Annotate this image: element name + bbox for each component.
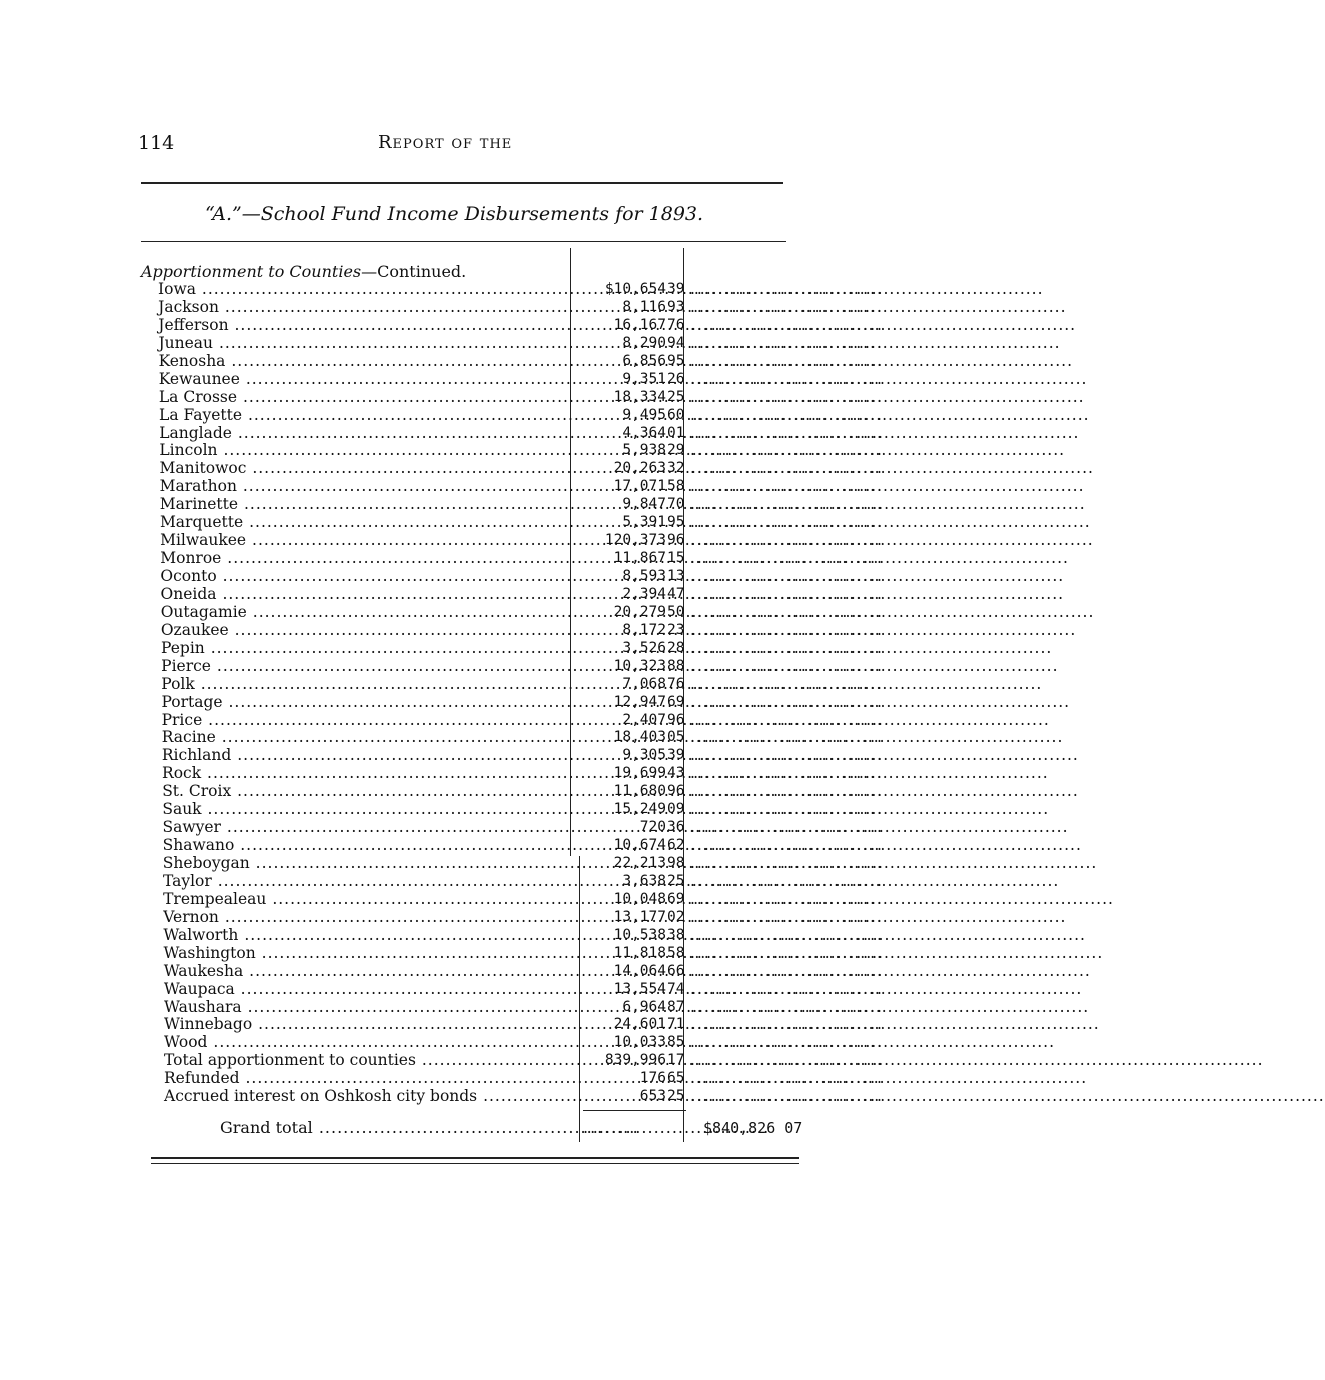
amount-dollars: 20,279 — [613, 603, 666, 620]
amount-dollars: 10,674 — [613, 837, 666, 854]
table-row — [0, 531, 884, 550]
county-name: Accrued interest on Oshkosh city bonds ..... — [164, 1088, 576, 1106]
bottom-rule — [151, 1157, 799, 1159]
amount-dollars: 8,593 — [622, 568, 666, 584]
dot-leader: ............................ — [690, 818, 884, 837]
county-name: Marathon ..... — [160, 478, 572, 496]
county-name: Pierce ..... — [161, 658, 573, 676]
amount-dollars: 10,538 — [613, 926, 666, 943]
table-row — [0, 549, 884, 568]
table-row — [0, 1033, 884, 1052]
table-row — [0, 979, 884, 999]
dot-leader: ............................ — [690, 1033, 884, 1052]
amount-cents: 69 — [667, 890, 685, 907]
amount-cents: 88 — [667, 657, 685, 674]
sum-rule — [583, 1110, 686, 1111]
table-row — [0, 674, 884, 694]
amount-cents: 85 — [667, 1034, 685, 1051]
amount-cents: 26 — [667, 370, 685, 387]
amount-cents: 01 — [667, 424, 685, 441]
dot-leader: ............................ — [690, 423, 884, 442]
dot-leader: ............................ — [690, 495, 884, 514]
amount-cents: 94 — [667, 334, 685, 351]
dot-leader: ............................ — [690, 459, 884, 478]
amount-dollars: 11,867 — [613, 550, 666, 567]
amount-dollars: 9,847 — [622, 496, 666, 513]
county-name: Waushara ..... — [164, 999, 576, 1017]
table-row — [0, 728, 884, 747]
table-row — [0, 638, 884, 658]
amount-dollars: 839,996 — [604, 1052, 666, 1069]
amount-dollars: 3,638 — [622, 872, 666, 889]
dot-leader: ............................ — [690, 369, 884, 388]
grand-total-amount: $840,826 07 — [703, 1119, 803, 1137]
table-row — [0, 764, 884, 783]
table-row — [0, 315, 884, 335]
amount-cents: 25 — [667, 388, 685, 405]
amount-dollars: 653 — [639, 1088, 666, 1105]
grand-total-label: Grand total ..... — [220, 1118, 575, 1138]
county-name: Milwaukee ..... — [160, 532, 572, 550]
bottom-rule-thin — [151, 1163, 799, 1164]
table-row — [0, 477, 884, 496]
amount-cents: 95 — [667, 352, 685, 369]
table-row — [0, 854, 884, 873]
table-row — [0, 1087, 884, 1106]
amount-cents: 09 — [667, 801, 685, 818]
amount-cents: 32 — [667, 460, 685, 477]
amount-dollars: 3,526 — [622, 639, 666, 656]
amount-cents: 25 — [667, 1088, 685, 1105]
amount-cents: 76 — [667, 316, 685, 333]
amount-cents: 71 — [667, 1016, 685, 1033]
grand-total-leader: ........ — [583, 1118, 640, 1137]
table-row — [0, 495, 884, 514]
running-head: Report of the — [378, 132, 513, 153]
county-name: Wood ..... — [164, 1034, 576, 1052]
table-row — [0, 746, 884, 765]
county-name: Marinette ..... — [160, 496, 572, 514]
county-name: Sawyer ..... — [163, 819, 575, 837]
top-rule — [141, 182, 783, 184]
amount-dollars: 176 — [639, 1070, 666, 1087]
amount-cents: 17 — [667, 1052, 685, 1069]
dot-leader: ............................ — [690, 531, 884, 550]
section-heading-italic: Apportionment to Counties — [141, 262, 362, 281]
amount-cents: 96 — [667, 783, 685, 800]
amount-dollars: 9,495 — [622, 406, 666, 423]
county-name: Juneau ..... — [158, 335, 570, 353]
amount-dollars: 7,068 — [622, 675, 666, 692]
amount-cents: 87 — [667, 998, 685, 1015]
dot-leader: ............................ — [690, 1069, 884, 1088]
county-name: Rock ..... — [162, 765, 574, 783]
dot-leader: ............................ — [690, 979, 884, 998]
table-row — [0, 961, 884, 981]
dot-leader: ............................ — [690, 656, 884, 675]
county-name: Washington ..... — [164, 945, 576, 963]
dot-leader: ............................ — [690, 638, 884, 657]
dot-leader: ............................ — [690, 477, 884, 496]
table-row — [0, 1015, 884, 1034]
county-name: Marquette ..... — [160, 514, 572, 532]
county-name: Waupaca ..... — [164, 981, 576, 999]
county-name: La Fayette ..... — [159, 407, 571, 425]
dot-leader: ............................ — [690, 620, 884, 639]
table-row — [0, 1051, 884, 1070]
county-name: Sauk ..... — [162, 801, 574, 819]
table-row — [0, 889, 884, 909]
page-number: 114 — [138, 132, 175, 154]
county-name: Winnebago ..... — [164, 1016, 576, 1034]
amount-dollars: 16,167 — [613, 316, 666, 333]
amount-cents: 29 — [667, 442, 685, 459]
table-row — [0, 423, 884, 443]
amount-cents: 36 — [667, 819, 685, 836]
amount-dollars: 6,964 — [622, 998, 666, 1015]
table-row — [0, 943, 884, 963]
county-name: Richland ..... — [162, 747, 574, 765]
amount-dollars: 18,334 — [613, 388, 666, 405]
amount-dollars: 12,947 — [613, 693, 666, 710]
county-name: Polk ..... — [161, 676, 573, 694]
amount-dollars: 5,391 — [622, 514, 666, 531]
county-name: Kenosha ..... — [159, 353, 571, 371]
table-row — [0, 692, 884, 712]
amount-dollars: 22,213 — [613, 855, 666, 871]
amount-cents: 62 — [667, 837, 685, 854]
county-name: Sheboygan ..... — [163, 855, 575, 873]
amount-cents: 38 — [667, 926, 685, 943]
county-name: Shawano ..... — [163, 837, 575, 855]
dot-leader: ............................ — [690, 567, 884, 585]
county-name: Vernon ..... — [163, 909, 575, 927]
amount-dollars: 10,048 — [613, 890, 666, 907]
amount-dollars: 720 — [639, 819, 666, 836]
amount-dollars: 19,699 — [613, 765, 666, 782]
amount-dollars: 2,407 — [622, 711, 666, 728]
amount-dollars: 4,364 — [622, 424, 666, 441]
amount-dollars: 10,033 — [613, 1034, 666, 1051]
table-row — [0, 567, 884, 586]
dot-leader: ............................ — [690, 889, 884, 908]
county-name: Outagamie ..... — [161, 604, 573, 622]
table-row — [0, 351, 884, 371]
dot-leader: ............................ — [690, 746, 884, 765]
dot-leader: ............................ — [690, 297, 884, 316]
dot-leader: ............................ — [690, 1051, 884, 1070]
dot-leader: ............................ — [690, 1015, 884, 1034]
amount-cents: 69 — [667, 693, 685, 710]
amount-cents: 39 — [667, 747, 685, 764]
dot-leader: ............................ — [690, 674, 884, 693]
amount-dollars: 120,373 — [604, 532, 666, 549]
dot-leader: ............................ — [690, 602, 884, 621]
amount-cents: 96 — [667, 532, 685, 549]
dot-leader: ............................ — [690, 692, 884, 711]
county-name: Total apportionment to counties ..... — [164, 1052, 576, 1070]
dot-leader: ............................ — [690, 854, 884, 872]
amount-cents: 76 — [667, 675, 685, 692]
amount-dollars: 11,680 — [613, 783, 666, 800]
table-row — [0, 602, 884, 622]
table-row — [0, 907, 884, 927]
county-name: Price ..... — [162, 712, 574, 730]
table-row — [0, 782, 884, 801]
section-heading — [141, 262, 466, 281]
table-row — [0, 280, 884, 299]
dot-leader: ............................ — [690, 997, 884, 1016]
table-row — [0, 405, 884, 425]
amount-dollars: 20,263 — [613, 460, 666, 477]
amount-dollars: 8,172 — [622, 621, 666, 638]
amount-cents: 95 — [667, 514, 685, 531]
dot-leader: ............................ — [690, 280, 884, 298]
table-row — [0, 710, 884, 730]
amount-cents: 93 — [667, 298, 685, 315]
amount-dollars: 9,305 — [622, 747, 666, 764]
amount-cents: 60 — [667, 406, 685, 423]
county-name: Portage ..... — [161, 694, 573, 712]
county-name: Lincoln ..... — [159, 442, 571, 460]
table-row — [0, 441, 884, 460]
amount-dollars: 13,177 — [613, 908, 666, 925]
table-title: “A.”—School Fund Income Disbursements for 1893. — [205, 203, 704, 225]
table-row — [0, 925, 884, 945]
table-row — [0, 620, 884, 640]
amount-cents: 65 — [667, 1070, 685, 1087]
amount-dollars: 9,351 — [622, 370, 666, 387]
amount-dollars: 14,064 — [613, 962, 666, 979]
amount-dollars: 24,601 — [613, 1016, 666, 1033]
table-row — [0, 584, 884, 604]
amount-cents: 39 — [667, 281, 685, 297]
county-name: Jefferson ..... — [158, 317, 570, 335]
amount-cents: 96 — [667, 711, 685, 728]
amount-cents: 13 — [667, 568, 685, 584]
dot-leader: ............................ — [690, 871, 884, 890]
dot-leader: ............................ — [690, 405, 884, 424]
dot-leader: ............................ — [690, 315, 884, 334]
table-row — [0, 1069, 884, 1088]
amount-dollars: 18,403 — [613, 729, 666, 746]
table-row — [0, 656, 884, 676]
county-name: Trempealeau ..... — [163, 891, 575, 909]
table-row — [0, 333, 884, 353]
amount-cents: 02 — [667, 908, 685, 925]
amount-cents: 25 — [667, 872, 685, 889]
title-rule — [141, 241, 786, 242]
table-row — [0, 387, 884, 407]
amount-cents: 66 — [667, 962, 685, 979]
county-name: Langlade ..... — [159, 425, 571, 443]
dot-leader: ............................ — [690, 333, 884, 352]
dot-leader: ............................ — [690, 549, 884, 568]
dot-leader: ............................ — [690, 728, 884, 747]
dot-leader: ............................ — [690, 1087, 884, 1106]
county-name: Manitowoc ..... — [160, 460, 572, 478]
dot-leader: ............................ — [690, 800, 884, 819]
table-row — [0, 513, 884, 532]
amount-dollars: 10,323 — [613, 657, 666, 674]
amount-cents: 28 — [667, 639, 685, 656]
amount-dollars: $10,654 — [604, 281, 666, 297]
amount-cents: 43 — [667, 765, 685, 782]
amount-dollars: 11,818 — [613, 944, 666, 961]
county-name: La Crosse ..... — [159, 389, 571, 407]
amount-dollars: 8,116 — [622, 298, 666, 315]
county-name: Waukesha ..... — [164, 963, 576, 981]
dot-leader: ............................ — [690, 387, 884, 406]
amount-dollars: 2,394 — [622, 585, 666, 602]
table-row — [0, 459, 884, 478]
county-name: Iowa ..... — [158, 281, 570, 299]
amount-dollars: 8,290 — [622, 334, 666, 351]
dot-leader: ............................ — [690, 961, 884, 980]
amount-cents: 58 — [667, 478, 685, 495]
amount-cents: 74 — [667, 980, 685, 997]
county-name: Oneida ..... — [161, 586, 573, 604]
county-name: St. Croix ..... — [162, 783, 574, 801]
dot-leader: ............................ — [690, 584, 884, 603]
amount-cents: 05 — [667, 729, 685, 746]
county-name: Walworth ..... — [163, 927, 575, 945]
county-name: Monroe ..... — [160, 550, 572, 568]
dot-leader: ............................ — [690, 764, 884, 783]
table-row — [0, 997, 884, 1017]
table-row — [0, 818, 884, 837]
amount-cents: 70 — [667, 496, 685, 513]
dot-leader: ............................ — [690, 925, 884, 944]
amount-dollars: 6,856 — [622, 352, 666, 369]
amount-cents: 50 — [667, 603, 685, 620]
amount-dollars: 5,938 — [622, 442, 666, 459]
amount-cents: 15 — [667, 550, 685, 567]
county-name: Pepin ..... — [161, 640, 573, 658]
dot-leader: ............................ — [690, 782, 884, 801]
amount-dollars: 15,249 — [613, 801, 666, 818]
amount-cents: 98 — [667, 855, 685, 871]
dot-leader: ............................ — [690, 513, 884, 532]
table-row — [0, 871, 884, 891]
dot-leader: ............................ — [690, 351, 884, 370]
amount-cents: 47 — [667, 585, 685, 602]
dot-leader: ............................ — [690, 710, 884, 729]
county-name: Kewaunee ..... — [159, 371, 571, 389]
county-name: Refunded ..... — [164, 1070, 576, 1088]
county-name: Racine ..... — [162, 729, 574, 747]
table-row — [0, 836, 884, 855]
county-name: Ozaukee ..... — [161, 622, 573, 640]
table-row — [0, 800, 884, 819]
county-name: Jackson ..... — [158, 299, 570, 317]
table-row — [0, 369, 884, 389]
grand-total-row — [0, 1118, 831, 1138]
section-heading-rest: —Continued. — [361, 262, 467, 281]
dot-leader: ............................ — [690, 943, 884, 962]
county-name: Taylor ..... — [163, 873, 575, 891]
county-name: Oconto ..... — [160, 568, 572, 586]
dot-leader: ............................ — [690, 836, 884, 855]
amount-dollars: 13,554 — [613, 980, 666, 997]
dot-leader: ............................ — [690, 441, 884, 460]
amount-cents: 58 — [667, 944, 685, 961]
amount-dollars: 17,071 — [613, 478, 666, 495]
dot-leader: ............................ — [690, 907, 884, 926]
apportionment-rows — [0, 280, 884, 1106]
table-row — [0, 297, 884, 317]
amount-cents: 23 — [667, 621, 685, 638]
